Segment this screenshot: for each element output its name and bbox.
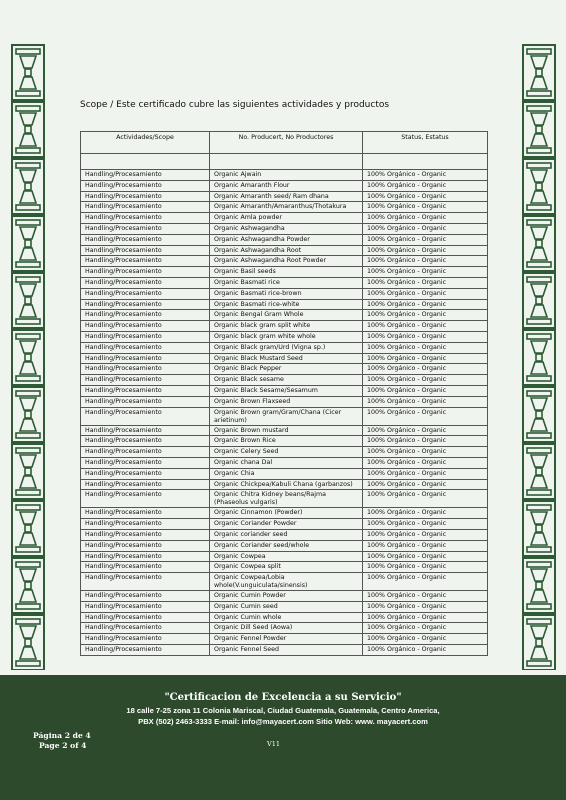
cell-activity: Handling/Procesamiento xyxy=(81,425,210,436)
cell-activity: Handling/Procesamiento xyxy=(81,612,210,623)
cell-activity: Handling/Procesamiento xyxy=(81,479,210,490)
cell-status: 100% Orgánico - Organic xyxy=(363,407,488,425)
cell-activity: Handling/Procesamiento xyxy=(81,519,210,530)
cell-activity: Handling/Procesamiento xyxy=(81,321,210,332)
scope-heading: Scope / Este certificado cubre las siguientes actividades y productos xyxy=(80,100,390,110)
table-row xyxy=(81,519,488,530)
cell-activity: Handling/Procesamiento xyxy=(81,170,210,181)
cell-product: Organic Brown gram/Gram/Chana (Cicer arietinum) xyxy=(210,407,363,425)
cell-status: 100% Orgánico - Organic xyxy=(363,299,488,310)
cell-product: Organic Cinnamon (Powder) xyxy=(210,508,363,519)
cell-product: Organic Basmati rice-white xyxy=(210,299,363,310)
table-row xyxy=(81,310,488,321)
cell-product: Organic Basil seeds xyxy=(210,267,363,278)
cell-status: 100% Orgánico - Organic xyxy=(363,490,488,508)
cell-status: 100% Orgánico - Organic xyxy=(363,573,488,591)
cell-product: Organic Black Mustard Seed xyxy=(210,353,363,364)
cell-activity: Handling/Procesamiento xyxy=(81,180,210,191)
cell-product: Organic Ashwagandha xyxy=(210,223,363,234)
cell-activity: Handling/Procesamiento xyxy=(81,436,210,447)
cell-status: 100% Orgánico - Organic xyxy=(363,436,488,447)
cell-status: 100% Orgánico - Organic xyxy=(363,645,488,656)
cell-product: Organic Dill Seed (Aowa) xyxy=(210,623,363,634)
cell-activity: Handling/Procesamiento xyxy=(81,353,210,364)
cell-activity: Handling/Procesamiento xyxy=(81,191,210,202)
cell-product: Organic Bengal Gram Whole xyxy=(210,310,363,321)
cell-status: 100% Orgánico - Organic xyxy=(363,353,488,364)
table-row xyxy=(81,321,488,332)
column-header-products: No. Producert, No Productores xyxy=(210,132,363,154)
page-number-spanish: Página 2 de 4 xyxy=(33,731,91,740)
cell-status: 100% Orgánico - Organic xyxy=(363,457,488,468)
cell-activity: Handling/Procesamiento xyxy=(81,562,210,573)
table-row xyxy=(81,170,488,181)
cell-product: Organic Celery Seed xyxy=(210,447,363,458)
cell-activity: Handling/Procesamiento xyxy=(81,573,210,591)
cell-product: Organic Chia xyxy=(210,468,363,479)
table-row xyxy=(81,551,488,562)
cell-status: 100% Orgánico - Organic xyxy=(363,342,488,353)
cell-status: 100% Orgánico - Organic xyxy=(363,540,488,551)
table-row xyxy=(81,342,488,353)
cell-status: 100% Orgánico - Organic xyxy=(363,519,488,530)
page-number-english: Page 2 of 4 xyxy=(39,741,87,750)
cell-product: Organic Basmati rice-brown xyxy=(210,288,363,299)
cell-activity: Handling/Procesamiento xyxy=(81,529,210,540)
table-row xyxy=(81,267,488,278)
cell-product: Organic Cowpea split xyxy=(210,562,363,573)
cell-product: Organic Amaranth/Amaranthus/Thotakura xyxy=(210,202,363,213)
table-row xyxy=(81,436,488,447)
cell-product: Organic Amaranth Flour xyxy=(210,180,363,191)
cell-product: Organic Chickpea/Kabuli Chana (garbanzos) xyxy=(210,479,363,490)
cell-product: Organic Black Sesame/Sesamum xyxy=(210,385,363,396)
table-row xyxy=(81,425,488,436)
cell-product: Organic Ajwain xyxy=(210,170,363,181)
cell-product: Organic Black sesame xyxy=(210,375,363,386)
table-row xyxy=(81,288,488,299)
table-row xyxy=(81,396,488,407)
table-row xyxy=(81,645,488,656)
cell-product: Organic Ashwagandha Root Powder xyxy=(210,256,363,267)
cell-status: 100% Orgánico - Organic xyxy=(363,479,488,490)
cell-status: 100% Orgánico - Organic xyxy=(363,256,488,267)
cell-status: 100% Orgánico - Organic xyxy=(363,425,488,436)
right-border-pattern xyxy=(522,44,556,670)
cell-status: 100% Orgánico - Organic xyxy=(363,288,488,299)
cell-product: Organic Cowpea xyxy=(210,551,363,562)
cell-status: 100% Orgánico - Organic xyxy=(363,623,488,634)
table-row xyxy=(81,407,488,425)
cell-product: Organic Fennel Powder xyxy=(210,634,363,645)
cell-activity: Handling/Procesamiento xyxy=(81,299,210,310)
cell-product: Organic Amaranth seed/ Ram dhana xyxy=(210,191,363,202)
table-row xyxy=(81,191,488,202)
table-row xyxy=(81,331,488,342)
table-row xyxy=(81,479,488,490)
cell-product: Organic Cumin Powder xyxy=(210,591,363,602)
cell-status: 100% Orgánico - Organic xyxy=(363,551,488,562)
table-row xyxy=(81,375,488,386)
cell-activity: Handling/Procesamiento xyxy=(81,447,210,458)
cell-activity: Handling/Procesamiento xyxy=(81,396,210,407)
cell-activity: Handling/Procesamiento xyxy=(81,645,210,656)
left-decorative-border xyxy=(11,44,45,670)
cell-status: 100% Orgánico - Organic xyxy=(363,331,488,342)
cell-product: Organic Basmati rice xyxy=(210,277,363,288)
cell-activity: Handling/Procesamiento xyxy=(81,375,210,386)
cell-activity: Handling/Procesamiento xyxy=(81,364,210,375)
cell-product: Organic Chitra Kidney beans/Rajma (Phaseolus vulgaris) xyxy=(210,490,363,508)
cell-status: 100% Orgánico - Organic xyxy=(363,601,488,612)
cell-activity: Handling/Procesamiento xyxy=(81,277,210,288)
cell-activity: Handling/Procesamiento xyxy=(81,310,210,321)
cell-product: Organic Brown Rice xyxy=(210,436,363,447)
table-row xyxy=(81,529,488,540)
table-row xyxy=(81,353,488,364)
table-body xyxy=(81,154,488,656)
table-row xyxy=(81,385,488,396)
cell-activity: Handling/Procesamiento xyxy=(81,490,210,508)
table-row xyxy=(81,540,488,551)
cell-product: Organic Brown mustard xyxy=(210,425,363,436)
table-row xyxy=(81,213,488,224)
table-row xyxy=(81,180,488,191)
cell-activity: Handling/Procesamiento xyxy=(81,288,210,299)
table-row xyxy=(81,591,488,602)
left-border-pattern xyxy=(11,44,45,670)
cell-activity: Handling/Procesamiento xyxy=(81,634,210,645)
cell-status: 100% Orgánico - Organic xyxy=(363,612,488,623)
table-row xyxy=(81,573,488,591)
cell-status: 100% Orgánico - Organic xyxy=(363,468,488,479)
cell-product: Organic Brown Flaxseed xyxy=(210,396,363,407)
cell-status: 100% Orgánico - Organic xyxy=(363,191,488,202)
cell-status: 100% Orgánico - Organic xyxy=(363,234,488,245)
cell-status: 100% Orgánico - Organic xyxy=(363,245,488,256)
cell-status: 100% Orgánico - Organic xyxy=(363,508,488,519)
footer xyxy=(0,675,566,800)
cell-status: 100% Orgánico - Organic xyxy=(363,591,488,602)
cell-status: 100% Orgánico - Organic xyxy=(363,447,488,458)
table-row xyxy=(81,447,488,458)
table-row xyxy=(81,299,488,310)
cell-status: 100% Orgánico - Organic xyxy=(363,562,488,573)
right-decorative-border xyxy=(522,44,556,670)
cell-status: 100% Orgánico - Organic xyxy=(363,277,488,288)
cell-status: 100% Orgánico - Organic xyxy=(363,385,488,396)
cell-activity: Handling/Procesamiento xyxy=(81,342,210,353)
cell-activity: Handling/Procesamiento xyxy=(81,385,210,396)
table-header-row xyxy=(81,132,488,154)
table-row xyxy=(81,245,488,256)
footer-slogan: "Certificacion de Excelencia a su Servicio" xyxy=(164,692,402,703)
cell-activity: Handling/Procesamiento xyxy=(81,457,210,468)
footer-address: 18 calle 7-25 zona 11 Colonia Mariscal, Ciudad Guatemala, Guatemala, Centro America, xyxy=(126,706,440,715)
table-row xyxy=(81,223,488,234)
table-spacer-row xyxy=(81,154,488,170)
table-row xyxy=(81,612,488,623)
cell-product: Organic Coriander seed/whole xyxy=(210,540,363,551)
cell-product: Organic black gram split white xyxy=(210,321,363,332)
cell-status: 100% Orgánico - Organic xyxy=(363,170,488,181)
table-row xyxy=(81,256,488,267)
cell-product: Organic chana Dal xyxy=(210,457,363,468)
cell-status: 100% Orgánico - Organic xyxy=(363,364,488,375)
cell-product: Organic coriander seed xyxy=(210,529,363,540)
cell-product: Organic Coriander Powder xyxy=(210,519,363,530)
cell-activity: Handling/Procesamiento xyxy=(81,223,210,234)
cell-status: 100% Orgánico - Organic xyxy=(363,202,488,213)
cell-activity: Handling/Procesamiento xyxy=(81,245,210,256)
column-header-status: Status, Estatus xyxy=(363,132,488,154)
cell-product: Organic Ashwagandha Powder xyxy=(210,234,363,245)
cell-product: Organic Black gram/Urd (Vigna sp.) xyxy=(210,342,363,353)
table-row xyxy=(81,457,488,468)
cell-product: Organic Amla powder xyxy=(210,213,363,224)
cell-product: Organic black gram white whole xyxy=(210,331,363,342)
cell-product: Organic Fennel Seed xyxy=(210,645,363,656)
table-row xyxy=(81,623,488,634)
table-row xyxy=(81,490,488,508)
cell-status: 100% Orgánico - Organic xyxy=(363,321,488,332)
footer-contact: PBX (502) 2463-3333 E-mail: info@mayacert.com Sitio Web: www. mayacert.com xyxy=(138,717,428,726)
cell-status: 100% Orgánico - Organic xyxy=(363,223,488,234)
scope-table xyxy=(80,131,488,656)
table-row xyxy=(81,234,488,245)
cell-status: 100% Orgánico - Organic xyxy=(363,634,488,645)
cell-status: 100% Orgánico - Organic xyxy=(363,213,488,224)
cell-activity: Handling/Procesamiento xyxy=(81,256,210,267)
cell-activity: Handling/Procesamiento xyxy=(81,623,210,634)
cell-activity: Handling/Procesamiento xyxy=(81,407,210,425)
cell-status: 100% Orgánico - Organic xyxy=(363,375,488,386)
table-row xyxy=(81,202,488,213)
cell-activity: Handling/Procesamiento xyxy=(81,601,210,612)
cell-status: 100% Orgánico - Organic xyxy=(363,529,488,540)
cell-activity: Handling/Procesamiento xyxy=(81,540,210,551)
cell-status: 100% Orgánico - Organic xyxy=(363,180,488,191)
cell-activity: Handling/Procesamiento xyxy=(81,234,210,245)
cell-activity: Handling/Procesamiento xyxy=(81,508,210,519)
cell-product: Organic Cumin whole xyxy=(210,612,363,623)
cell-activity: Handling/Procesamiento xyxy=(81,267,210,278)
cell-status: 100% Orgánico - Organic xyxy=(363,396,488,407)
cell-activity: Handling/Procesamiento xyxy=(81,591,210,602)
table-row xyxy=(81,562,488,573)
cell-status: 100% Orgánico - Organic xyxy=(363,310,488,321)
cell-status: 100% Orgánico - Organic xyxy=(363,267,488,278)
column-header-activities: Actividades/Scope xyxy=(81,132,210,154)
table-row xyxy=(81,601,488,612)
cell-activity: Handling/Procesamiento xyxy=(81,202,210,213)
table-row xyxy=(81,508,488,519)
cell-product: Organic Cumin seed xyxy=(210,601,363,612)
cell-activity: Handling/Procesamiento xyxy=(81,551,210,562)
table-row xyxy=(81,277,488,288)
cell-product: Organic Cowpea/Lobia whole(V.unguiculata/sinensis) xyxy=(210,573,363,591)
cell-activity: Handling/Procesamiento xyxy=(81,468,210,479)
cell-activity: Handling/Procesamiento xyxy=(81,213,210,224)
table-row xyxy=(81,364,488,375)
document-version: V11 xyxy=(267,740,280,748)
table-row xyxy=(81,468,488,479)
cell-product: Organic Ashwagandha Root xyxy=(210,245,363,256)
cell-activity: Handling/Procesamiento xyxy=(81,331,210,342)
table-row xyxy=(81,634,488,645)
cell-product: Organic Black Pepper xyxy=(210,364,363,375)
